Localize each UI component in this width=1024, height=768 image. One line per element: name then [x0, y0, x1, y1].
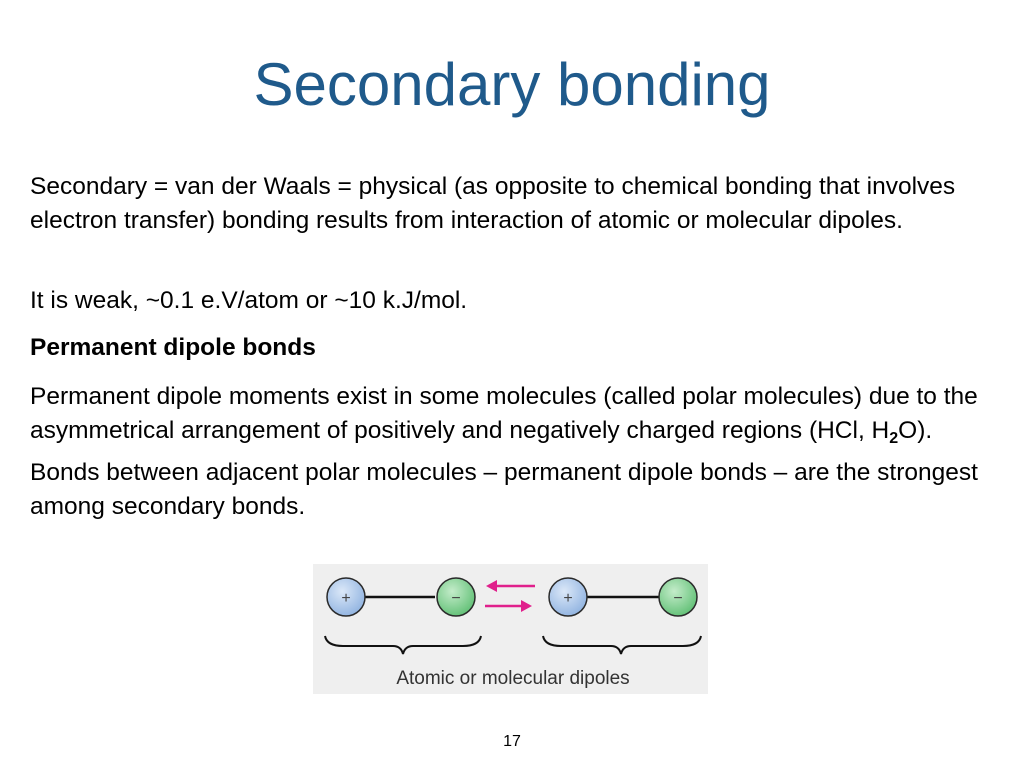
minus-sign-left: − [451, 590, 461, 607]
figure-caption: Atomic or molecular dipoles [396, 668, 630, 689]
subscript-two: 2 [889, 430, 899, 447]
dipole-diagram [313, 564, 708, 694]
minus-sign-right: − [673, 590, 683, 607]
brace-left [325, 636, 481, 654]
paragraph-text-part2: O). Bonds between adjacent polar molecules – permanent dipole bonds – are the strongest among secondary bonds. [30, 417, 978, 520]
plus-sign-left: + [341, 590, 351, 607]
permanent-dipole-paragraph [30, 380, 995, 524]
strength-paragraph: It is weak, ~0.1 e.V/atom or ~10 k.J/mol. [30, 287, 468, 314]
arrow-left-head [486, 580, 497, 592]
plus-sign-right: + [563, 590, 573, 607]
brace-right [543, 636, 701, 654]
dipole-figure [313, 564, 708, 694]
paragraph-text-part1: Permanent dipole moments exist in some molecules (called polar molecules) due to the asymmetrical arrangement of positively and negatively charged regions (HCl, H [30, 383, 978, 444]
arrow-right-head [521, 600, 532, 612]
page-number: 17 [503, 733, 521, 750]
intro-paragraph: Secondary = van der Waals = physical (as opposite to chemical bonding that involves electron transfer) bonding results from interaction of atomic or molecular dipoles. [30, 173, 956, 234]
attraction-arrows [485, 580, 535, 612]
section-heading: Permanent dipole bonds [30, 334, 316, 361]
slide-title: Secondary bonding [253, 51, 771, 118]
